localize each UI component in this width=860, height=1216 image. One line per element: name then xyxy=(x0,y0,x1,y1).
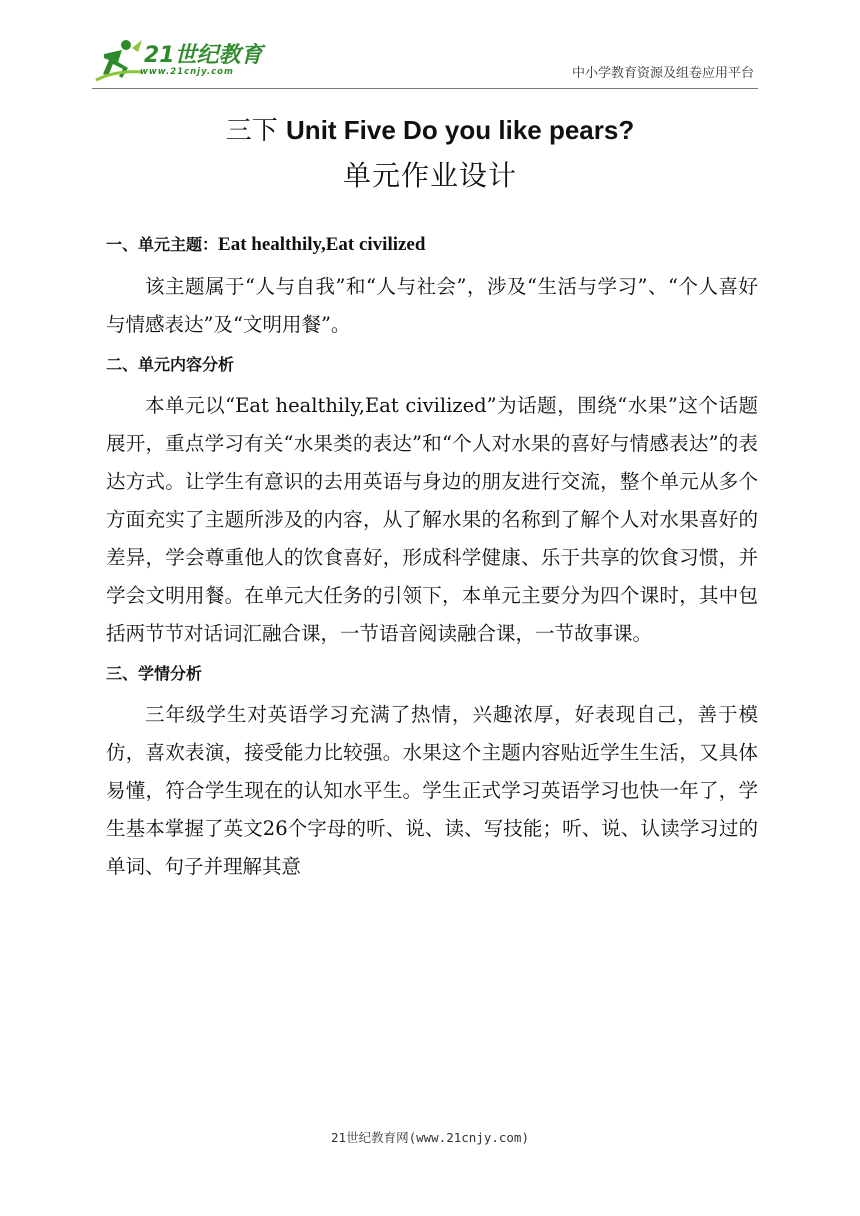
document-title xyxy=(0,110,860,147)
section-paragraph-content-analysis: 本单元以“Eat healthily,Eat civilized”为话题，围绕“水果”这个话题展开，重点学习有关“水果类的表达”和“个人对水果的喜好与情感表达”的表达方式。让学生有意识的去用英语与身边的朋友进行交流，整个单元从多个方面充实了主题所涉及的内容，从了解水果的名称到了解个人对水果喜好的差异，学会尊重他人的饮食喜好，形成科学健康、乐于共享的饮食习惯，并学会文明用餐。在单元大任务的引领下，本单元主要分为四个课时，其中包括两节节对话词汇融合课，一节语音阅读融合课，一节故事课。 xyxy=(106,394,758,645)
platform-tagline: 中小学教育资源及组卷应用平台 xyxy=(571,66,754,81)
document-body xyxy=(106,232,758,886)
section-heading-content-analysis: 二、单元内容分析 xyxy=(106,355,235,374)
section-heading-theme-cn: 一、单元主题： xyxy=(106,235,219,254)
section-heading-theme xyxy=(106,232,758,256)
runner-logo-icon xyxy=(92,36,144,82)
header-divider xyxy=(92,88,758,89)
page-header xyxy=(92,36,758,90)
site-logo[interactable] xyxy=(92,36,272,84)
title-grade: 三下 xyxy=(225,116,278,146)
section-heading-learner-analysis: 三、学情分析 xyxy=(106,664,203,683)
logo-text: 21世纪教育 xyxy=(144,43,263,68)
title-unit: Unit Five Do you like pears? xyxy=(286,115,635,145)
section-paragraph-theme: 该主题属于“人与自我”和“人与社会”，涉及“生活与学习”、“个人喜好与情感表达”及“文明用餐”。 xyxy=(106,275,758,336)
section-heading-theme-en: Eat healthily,Eat civilized xyxy=(218,234,426,255)
logo-url: www.21cnjy.com xyxy=(140,67,234,77)
page-footer: 21世纪教育网(www.21cnjy.com) xyxy=(331,1130,529,1145)
section-paragraph-learner-analysis: 三年级学生对英语学习充满了热情，兴趣浓厚，好表现自己，善于模仿，喜欢表演，接受能力比较强。水果这个主题内容贴近学生生活，又具体易懂，符合学生现在的认知水平生。学生正式学习英语学习也快一年了，学生基本掌握了英文26个字母的听、说、读、写技能；听、说、认读学习过的单词、句子并理解其意 xyxy=(106,703,758,878)
document-subtitle: 单元作业设计 xyxy=(342,159,517,192)
